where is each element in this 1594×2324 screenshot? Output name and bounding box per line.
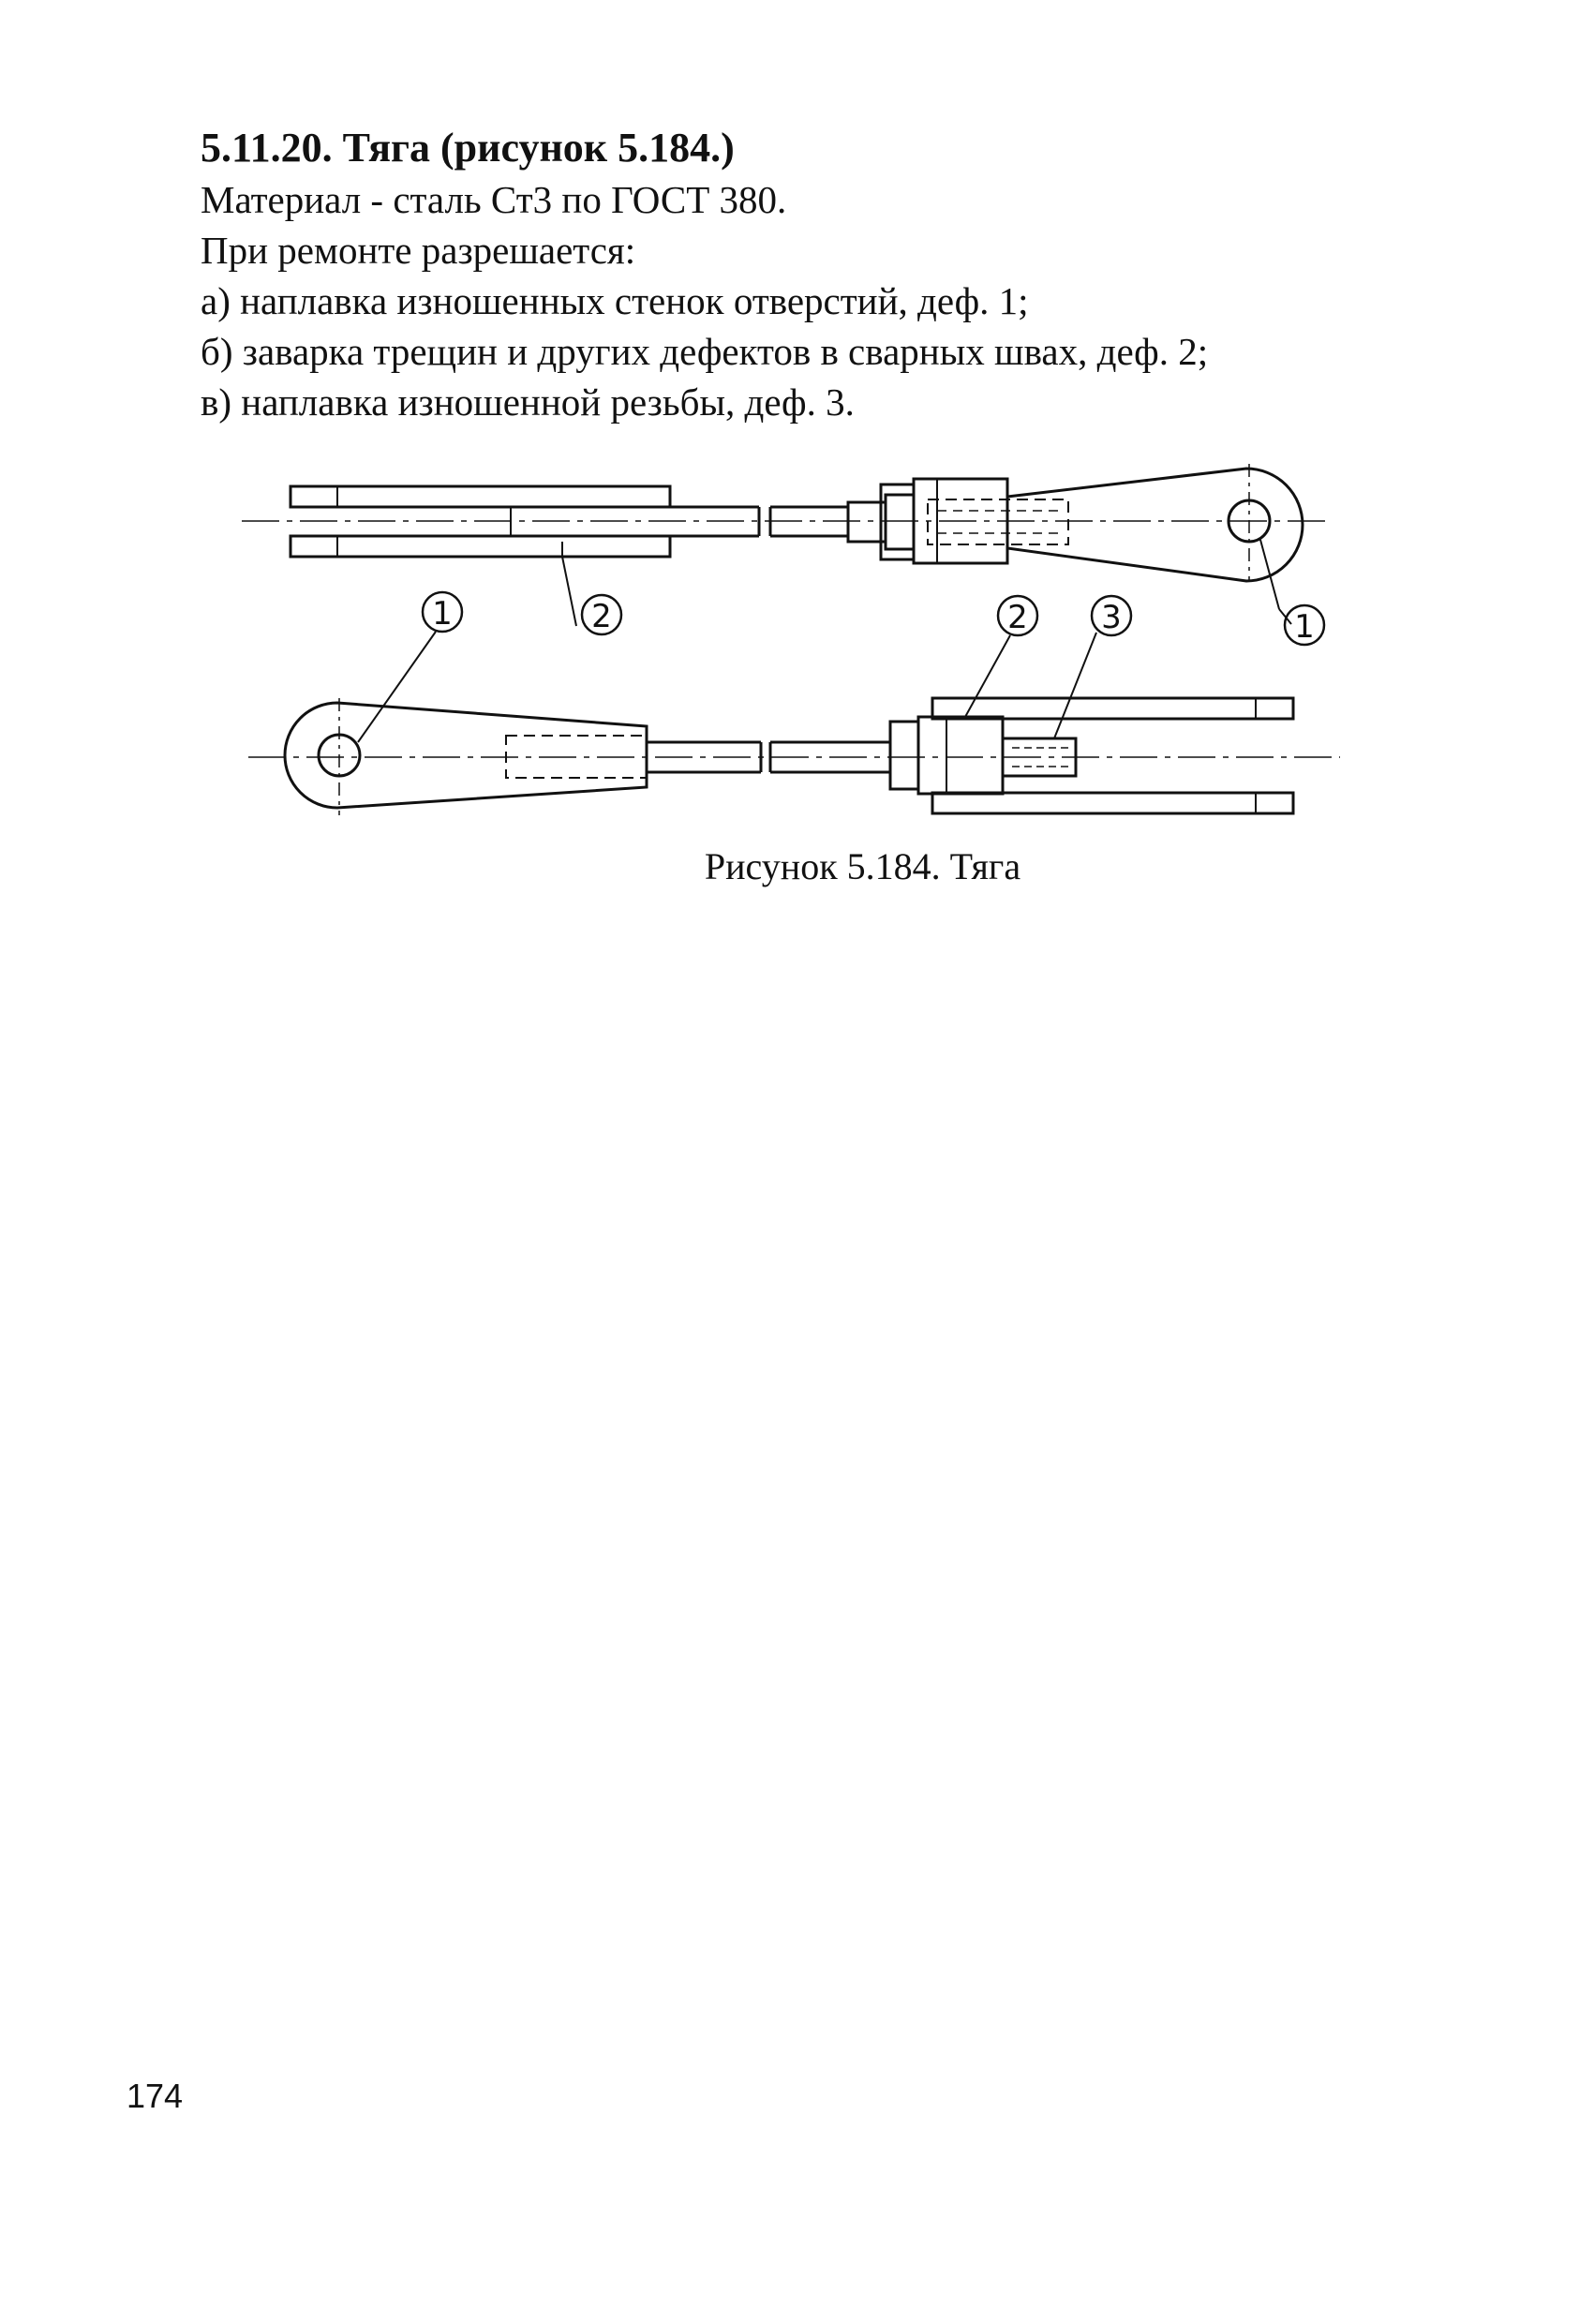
figure-caption: Рисунок 5.184. Тяга <box>704 845 1021 887</box>
top-view <box>242 464 1331 626</box>
callout-top-defect-2: 2 <box>591 598 612 635</box>
callout-bottom-defect-3: 3 <box>1101 599 1122 636</box>
bottom-view <box>248 632 1340 815</box>
callout-bottom-defect-1: 1 <box>432 595 453 633</box>
material-line: Материал - сталь Ст3 по ГОСТ 380. <box>201 178 787 221</box>
callout-row-top <box>423 592 1324 646</box>
repair-item-a: а) наплавка изношенных стенок отверстий, деф. 1; <box>201 279 1029 322</box>
repair-intro-line: При ремонте разрешается: <box>201 229 636 272</box>
page-number: 174 <box>127 2077 184 2115</box>
callout-top-defect-1: 1 <box>1294 608 1315 646</box>
repair-item-b: б) заварка трещин и других дефектов в сварных швах, деф. 2; <box>201 330 1209 373</box>
section-heading: 5.11.20. Тяга (рисунок 5.184.) <box>201 125 735 171</box>
callout-bottom-defect-2: 2 <box>1007 599 1028 636</box>
repair-item-c: в) наплавка изношенной резьбы, деф. 3. <box>201 380 855 424</box>
rod-drawing <box>234 450 1359 825</box>
section-text <box>201 122 1419 427</box>
